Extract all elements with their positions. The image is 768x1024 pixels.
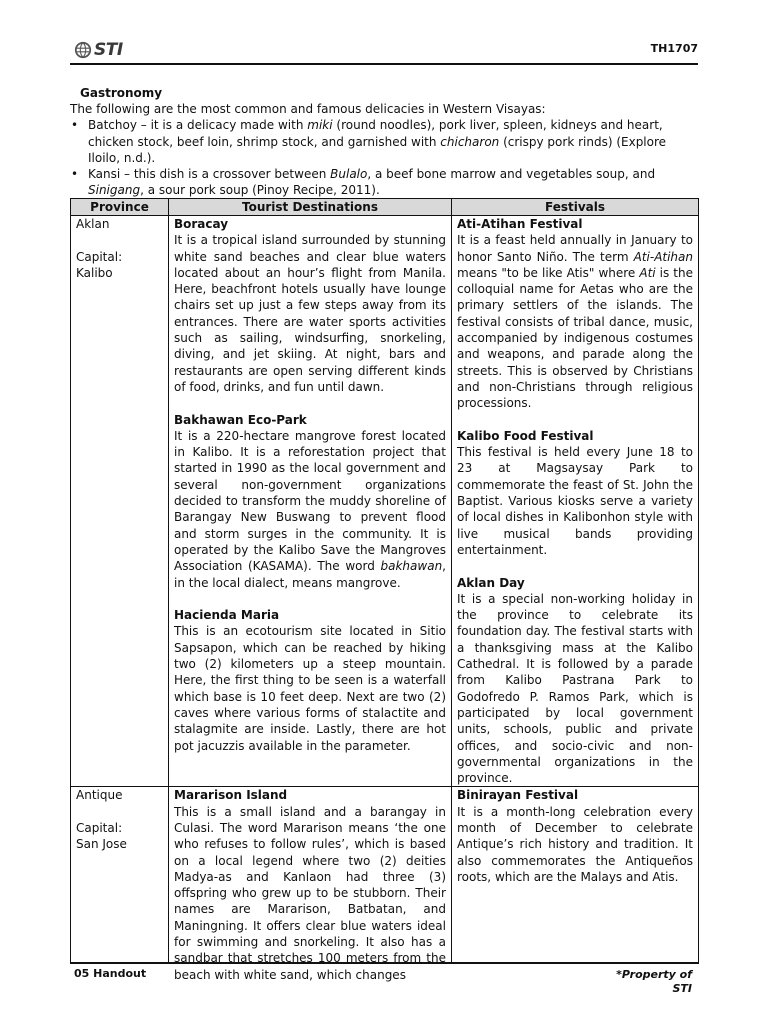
capital-name: Kalibo (76, 265, 113, 280)
header-province: Province (71, 199, 169, 216)
destination-description: This is a small island and a barangay in Culasi. The word Mararison means ‘the one who refuses to follow rules’, which is based on a local legend where two (2) deities Madya-as and Kanlaon had three (3) offspring who grew up to be stubborn. Their names are Mararison, Batbatan, and Maningning. It offers clear blue waters ideal for swimming and snorkeling. It also has a sandbar that stretches 100 meters from the beach with white sand, which changes (174, 804, 446, 982)
footer-property-note: *Property of STI (616, 968, 692, 995)
footer-divider (70, 962, 698, 964)
section-intro: The following are the most common and famous delicacies in Western Visayas: (70, 102, 546, 117)
destination-description: This is an ecotourism site located in Sitio Sapsapon, which can be reached by hiking two (2) kilometers up a steep mountain. Here, the first thing to be seen is a waterfall which base is 10 feet deep. Next are two (2) caves where various forms of stalactite and stalagmite are inside. Lastly, there are hot pot jacuzzis available in the parameter. (174, 624, 446, 753)
footer-handout-label: 05 Handout (74, 967, 147, 980)
festival-title: Binirayan Festival (457, 788, 579, 803)
section-title: Gastronomy (80, 86, 163, 100)
table-row (71, 787, 699, 964)
destination-title: Hacienda Maria (174, 608, 280, 623)
table-header-row (71, 199, 699, 216)
capital-label: Capital: (76, 249, 123, 264)
header-divider (70, 63, 698, 65)
delicacy-list (70, 117, 698, 198)
destination-description: It is a tropical island surrounded by stunning white sand beaches and clear blue waters located about an hour’s flight from Manila. Here, beachfront hotels usually have lounge chairs set up just a few steps away from its entrances. There are water sports activities such as sailing, windsurfing, snorkeling, diving, and jet skiing. At night, bars and restaurants are open serving different kinds of food, drinks, and fun until dawn. (174, 233, 446, 394)
festival-description: It is a special non-working holiday in the province to celebrate its foundation day. The festival starts with a thanksgiving mass at the Kalibo Cathedral. It is followed by a parade from Kalibo Pastrana Park to Godofredo P. Ramos Park, which is participated by local government units, schools, public and private offices, and socio-civic and non- governmental organizations in the province. (457, 591, 693, 786)
destinations-cell (169, 787, 452, 982)
destination-title: Bakhawan Eco-Park (174, 412, 307, 427)
capital-label: Capital: (76, 820, 123, 835)
destinations-cell (169, 216, 452, 787)
festivals-cell (452, 216, 699, 787)
destination-description: It is a 220-hectare mangrove forest located in Kalibo. It is a reforestation project that started in 1990 as the local government and several non-government organizations decided to transform the muddy shoreline of Barangay New Buswang to prevent flood and storm surges in the community. It is operated by the Kalibo Save the Mangroves Association (KASAMA). The word bakhawan, in the local dialect, means mangrove. (174, 428, 446, 590)
festival-title: Kalibo Food Festival (457, 428, 594, 443)
gastronomy-section (70, 85, 698, 198)
destination-title: Mararison Island (174, 788, 288, 803)
festival-description: It is a month-long celebration every month of December to celebrate Antique’s rich history and tradition. It also commemorates the Antiqueños roots, which are the Malays and Atis. (457, 804, 693, 884)
list-item: • Kansi – this dish is a crossover between Bulalo, a beef bone marrow and vegetables soup, and Sinigang, a sour pork soup (Pinoy Recipe, 2011). (70, 166, 698, 198)
sti-globe-icon (74, 41, 92, 59)
province-cell (71, 216, 169, 787)
header-destinations: Tourist Destinations (169, 199, 452, 216)
festival-title: Ati-Atihan Festival (457, 217, 583, 231)
table-row (71, 216, 699, 787)
sti-logo (74, 40, 123, 60)
province-cell (71, 787, 169, 964)
festivals-cell (452, 787, 699, 964)
document-code: TH1707 (650, 42, 698, 55)
festival-description: This festival is held every June 18 to 23 at Magsaysay Park to commemorate the feast of St. John the Baptist. Various kiosks serve a variety of local dishes in Kalibonhon style with live musical bands providing entertainment. (457, 445, 693, 557)
province-name: Antique (76, 788, 123, 803)
festival-description: It is a feast held annually in January to honor Santo Niño. The term Ati-Atihan means "to be like Atis" where Ati is the colloquial name for Aetas who are the primary settlers of the islands. The festival consists of tribal dance, music, accompanied by indigenous costumes and weapons, and parade along the streets. This is observed by Christians and non-Christians through religious processions. (457, 233, 693, 411)
logo-text: STI (94, 40, 123, 60)
header-festivals: Festivals (452, 199, 699, 216)
capital-name: San Jose (76, 837, 127, 852)
list-item: • Batchoy – it is a delicacy made with miki (round noodles), pork liver, spleen, kidneys and heart, chicken stock, beef loin, shrimp stock, and garnished with chicharon (crispy pork rinds) (Explore Iloilo, n.d.). (70, 117, 698, 166)
festival-title: Aklan Day (457, 575, 525, 590)
destination-title: Boracay (174, 217, 229, 231)
province-name: Aklan (76, 217, 110, 231)
